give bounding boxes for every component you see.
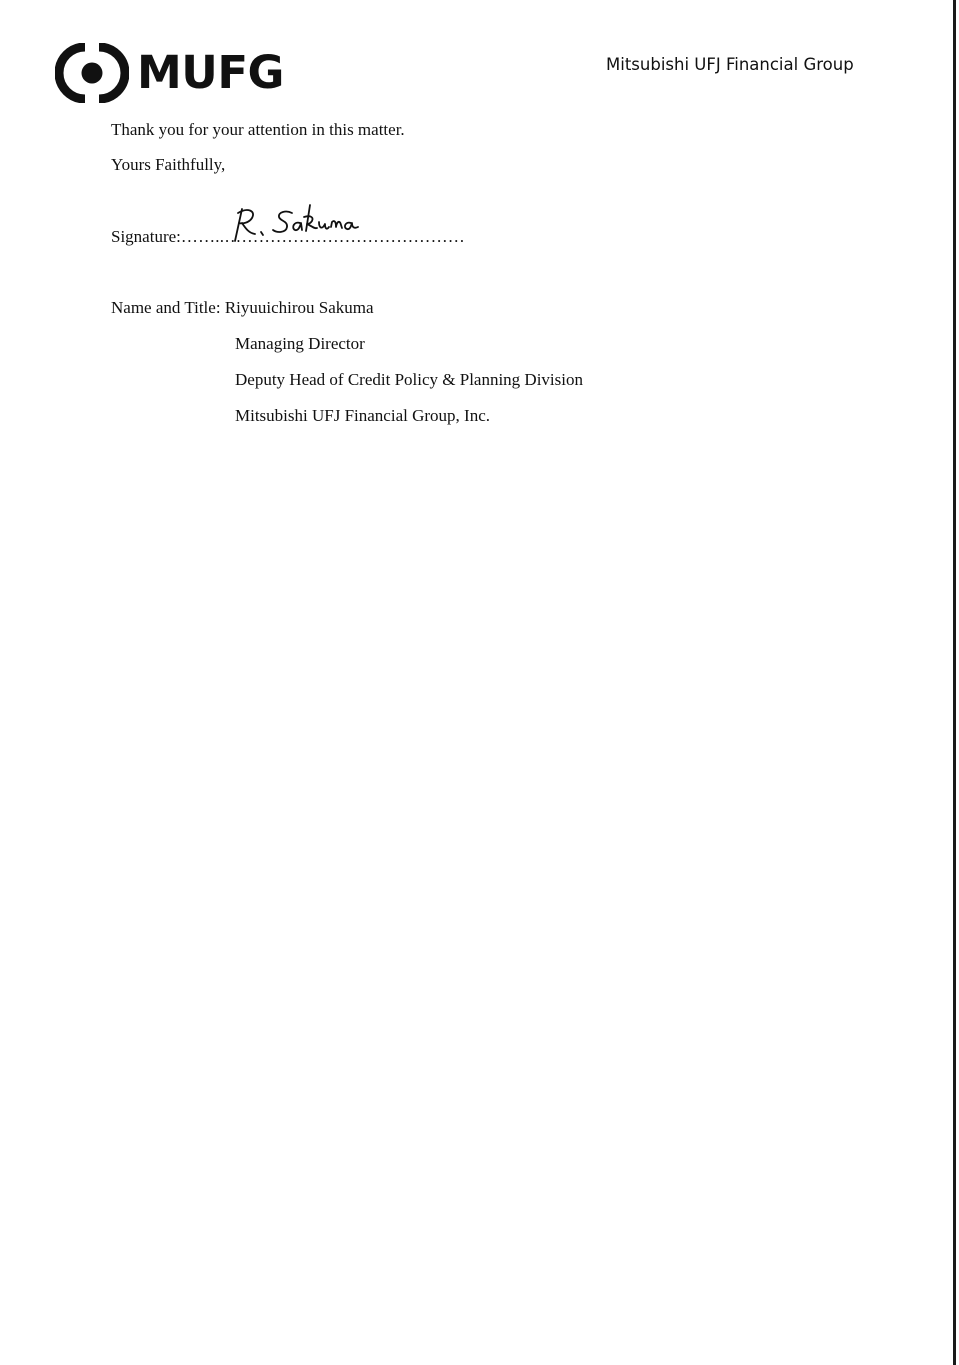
signature-dots: ……..…………………………………… [180,227,465,246]
mufg-logo-icon [55,43,129,103]
title-line: Mitsubishi UFJ Financial Group, Inc. [235,406,490,425]
title-line: Managing Director [235,334,365,353]
closing-line: Thank you for your attention in this matter. [111,120,405,139]
company-name: Mitsubishi UFJ Financial Group [606,55,854,74]
signatory-name: Riyuuichirou Sakuma [224,298,374,317]
logo-wordmark: MUFG [137,46,284,99]
salutation: Yours Faithfully, [111,155,226,174]
page-edge-line [953,0,956,1365]
title-line: Deputy Head of Credit Policy & Planning Division [235,370,583,389]
mufg-logo [55,43,284,103]
name-title-label: Name and Title: [111,298,221,317]
name-and-title [111,298,374,318]
handwritten-signature [228,203,373,245]
signature-label: Signature: [111,227,181,246]
